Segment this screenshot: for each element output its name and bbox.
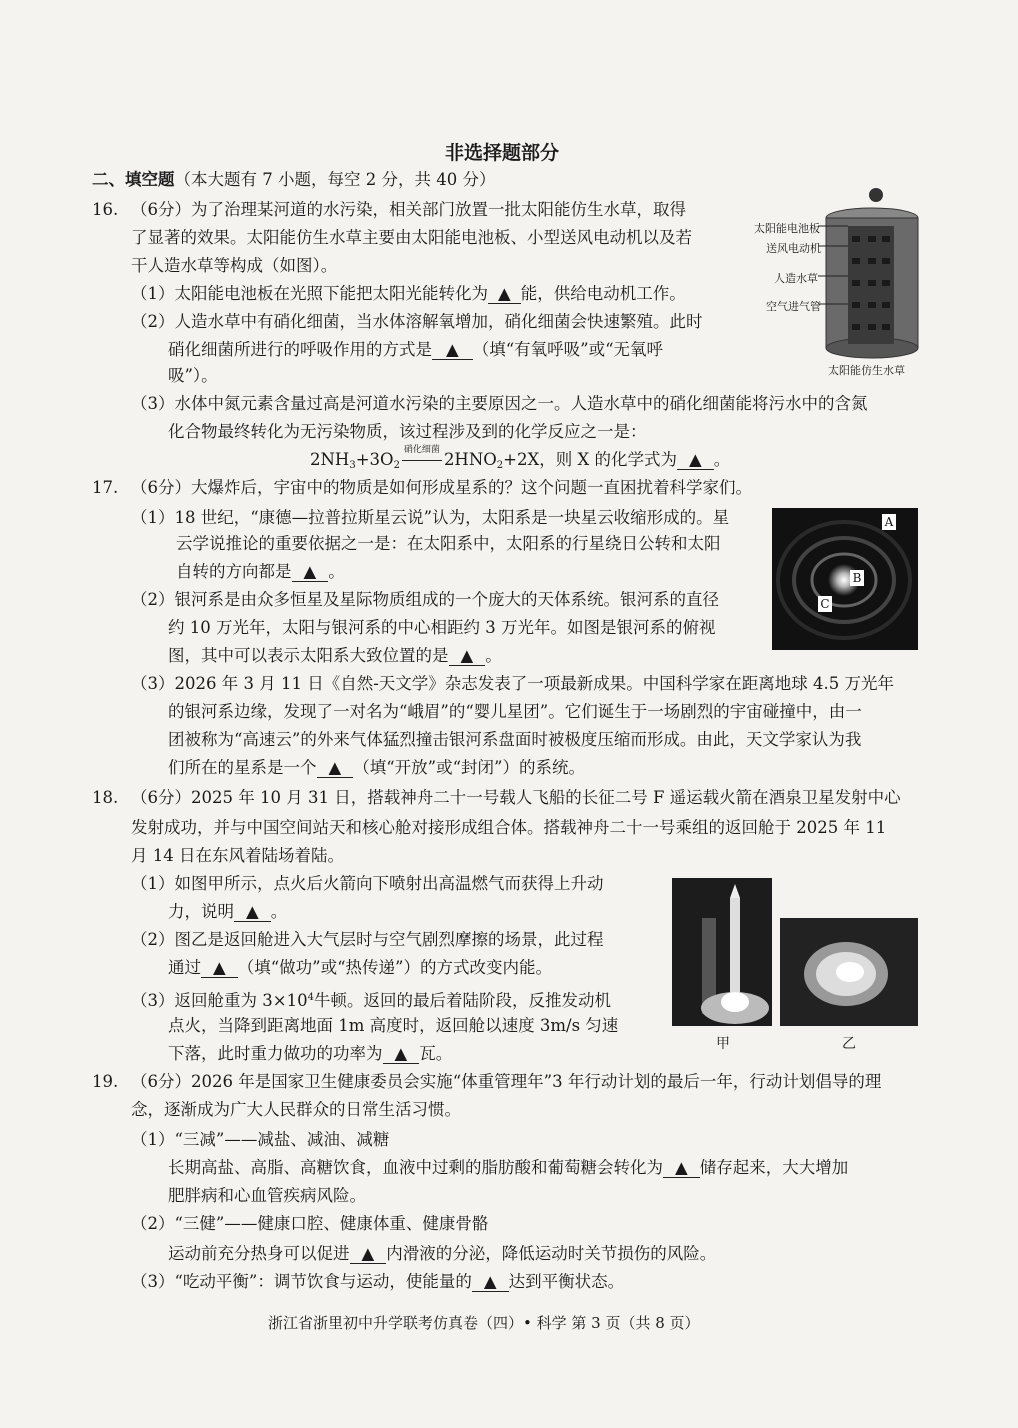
eq-hno2: 2HNO	[443, 450, 497, 469]
answer-blank: ▲	[488, 284, 521, 304]
q17-number: 17.	[92, 478, 119, 497]
galaxy-point-a: A	[882, 514, 896, 530]
eq-tail: +2X，则 X 的化学式为	[503, 450, 677, 469]
q16-equation: $2NH_3+3O_2$ 硝化细菌 $2HNO_2+2X$，则 X 的化学式为 ▲ 。	[310, 450, 730, 476]
fig-caption-yi: 乙	[842, 1036, 856, 1052]
q19-part3-tail: 达到平衡状态。	[508, 1272, 625, 1291]
q19-part3-line1	[131, 1272, 624, 1292]
fig-label-air-pipe: 空气进气管	[766, 300, 821, 313]
q18-part2-tail: （填“做功”或“热传递”）的方式改变内能。	[237, 958, 552, 977]
galaxy-point-b: B	[850, 570, 864, 586]
q18-part2-text: 通过	[168, 958, 201, 977]
answer-blank: ▲	[383, 1044, 420, 1064]
q16-line3: 干人造水草等构成（如图）。	[131, 256, 338, 275]
q17-part2-line3: 图，其中可以表示太阳系大致位置的是 ▲ 。	[168, 646, 502, 665]
q18-part3-tail: 牛顿。返回的最后着陆阶段，反推发动机	[313, 991, 611, 1010]
eq-condition: 硝化细菌	[403, 445, 440, 455]
rocket-launch-illustration	[672, 878, 772, 1026]
q17-part1-line2: 云学说推论的重要依据之一是：在太阳系中，太阳系的行星绕日公转和太阳	[176, 534, 721, 553]
galaxy-point-c: C	[818, 596, 832, 612]
answer-blank: ▲	[292, 562, 329, 582]
q18-exponent: 4	[307, 992, 314, 1003]
answer-blank: ▲	[201, 958, 238, 978]
q18-part1-text: 力，说明	[168, 902, 234, 921]
q17-part3-line3: 团被称为“高速云”的外来气体猛烈撞击银河系盘面时被极度压缩而形成。由此，天文学家认为我	[168, 730, 862, 749]
q18-part3-text2: 下落，此时重力做功的功率为	[168, 1044, 383, 1063]
q16-part1-text: （1）太阳能电池板在光照下能把太阳光能转化为	[131, 284, 488, 303]
section-heading-label: 二、填空题	[92, 170, 175, 189]
q19-part1-tail: 储存起来，大大增加	[699, 1158, 849, 1177]
q16-part3-line2: 化合物最终转化为无污染物质，该过程涉及到的化学反应之一是：	[168, 422, 647, 441]
reentry-capsule-illustration	[780, 918, 918, 1026]
q18-line2: 发射成功，并与中国空间站天和核心舱对接形成组合体。搭载神舟二十一号乘组的返回舱于 2025 年 11	[131, 818, 887, 837]
fig-label-motor: 送风电动机	[766, 242, 821, 255]
section-heading	[92, 170, 495, 190]
q19-line2: 念，逐渐成为广大人民群众的日常生活习惯。	[131, 1100, 461, 1119]
q17-part3-line4	[168, 758, 585, 778]
section-note: （本大题有 7 小题，每空 2 分，共 40 分）	[174, 170, 496, 189]
fig-label-artificial-grass: 人造水草	[774, 272, 818, 285]
q16-part1	[131, 284, 686, 304]
q19-part1-line1	[168, 1158, 848, 1178]
q19-part2-line1	[168, 1244, 716, 1264]
q16-part1-tail: 能，供给电动机工作。	[520, 284, 686, 303]
fig-caption-jia: 甲	[716, 1036, 730, 1052]
answer-blank: ▲	[350, 1244, 387, 1264]
q18-part2-line1: （2）图乙是返回舱进入大气层时与空气剧烈摩擦的场景，此过程	[131, 930, 604, 949]
q17-part3-line2: 的银河系边缘，发现了一对名为“峨眉”的“婴儿星团”。它们诞生于一场剧烈的宇宙碰撞中，由一	[168, 702, 862, 721]
q19-part2-text: 运动前充分热身可以促进	[168, 1244, 350, 1263]
q17-line1: （6分）大爆炸后，宇宙中的物质是如何形成星系的？这个问题一直困扰着科学家们。	[131, 478, 752, 497]
eq-o2: +3O	[355, 450, 394, 469]
q16-part2-line2	[168, 340, 663, 360]
q18-part3-line1	[131, 988, 611, 1011]
q18-part3-line2: 点火，当降到距离地面 1m 高度时，返回舱以速度 3m/s 匀速	[168, 1016, 619, 1035]
eq-sub: 3	[349, 460, 356, 471]
q16-part2-line3: 吸”）。	[168, 366, 218, 385]
q17-part3-line1: （3）2026 年 3 月 11 日《自然-天文学》杂志发表了一项最新成果。中国科学家在距离地球 4.5 万光年	[131, 674, 895, 693]
q17-part1-text: 自转的方向都是	[176, 562, 292, 581]
q16-number: 16.	[92, 200, 119, 219]
q16-part3-line1: （3）水体中氮元素含量过高是河道水污染的主要原因之一。人造水草中的硝化细菌能将污水中的含氮	[131, 394, 868, 413]
q19-part3-text: （3）“吃动平衡”：调节饮食与运动，使能量的	[131, 1272, 472, 1291]
q18-part2-line2	[168, 958, 552, 978]
q19-part1-heading: （1）“三减”——减盐、减油、减糖	[131, 1130, 390, 1149]
q16-part2-line1: （2）人造水草中有硝化细菌，当水体溶解氧增加，硝化细菌会快速繁殖。此时	[131, 312, 703, 331]
q17-part1-line3: 自转的方向都是 ▲ 。	[176, 562, 345, 581]
q19-part2-heading: （2）“三健”——健康口腔、健康体重、健康骨骼	[131, 1214, 489, 1233]
q18-part1-line2: 力，说明 ▲ 。	[168, 902, 288, 921]
q19-part1-line2: 肥胖病和心血管疾病风险。	[168, 1186, 366, 1205]
milky-way-figure	[772, 508, 918, 650]
q18-part3-line3	[168, 1044, 452, 1064]
q16-line1: （6分）为了治理某河道的水污染，相关部门放置一批太阳能仿生水草，取得	[131, 200, 686, 219]
q18-line1: （6分）2025 年 10 月 31 日，搭载神舟二十一号载人飞船的长征二号 F 遥运载火箭在酒泉卫星发射中心	[131, 788, 901, 807]
q19-part1-text: 长期高盐、高脂、高糖饮食，血液中过剩的脂肪酸和葡萄糖会转化为	[168, 1158, 663, 1177]
solar-water-grass-figure	[752, 186, 922, 376]
q18-line3: 月 14 日在东风着陆场着陆。	[131, 846, 344, 865]
q17-part2-line2: 约 10 万光年，太阳与银河系的中心相距约 3 万光年。如图是银河系的俯视	[168, 618, 716, 637]
answer-blank: ▲	[677, 450, 714, 470]
q18-part1-line1: （1）如图甲所示，点火后火箭向下喷射出高温燃气而获得上升动	[131, 874, 604, 893]
q18-number: 18.	[92, 788, 119, 807]
eq-arrow	[400, 445, 444, 470]
answer-blank: ▲	[663, 1158, 700, 1178]
q17-part2-line1: （2）银河系是由众多恒星及星际物质组成的一个庞大的天体系统。银河系的直径	[131, 590, 719, 609]
q17-part2-text: 图，其中可以表示太阳系大致位置的是	[168, 646, 449, 665]
q18-part3-text: （3）返回舱重为 3×10	[131, 991, 308, 1010]
page-footer: 浙江省浙里初中升学联考仿真卷（四）• 科学 第 3 页（共 8 页）	[268, 1314, 700, 1332]
q18-part3-tail2: 瓦。	[419, 1044, 453, 1063]
rocket-launch-figure	[672, 878, 772, 1026]
q16-part2-tail: （填“有氧呼吸”或“无氧呼	[472, 340, 664, 359]
page-title: 非选择题部分	[445, 142, 560, 164]
reentry-capsule-figure	[780, 918, 918, 1026]
q16-line2: 了显著的效果。太阳能仿生水草主要由太阳能电池板、小型送风电动机以及若	[131, 228, 692, 247]
q17-part3-text: 们所在的星系是一个	[168, 758, 317, 777]
q19-number: 19.	[92, 1072, 119, 1091]
fig-label-solar-panel: 太阳能电池板	[754, 222, 820, 235]
galaxy-illustration	[772, 508, 918, 650]
q19-part2-tail: 内滑液的分泌，降低运动时关节损伤的风险。	[386, 1244, 717, 1263]
answer-blank: ▲	[234, 902, 271, 922]
answer-blank: ▲	[317, 758, 354, 778]
q17-part3-tail: （填“开放”或“封闭”）的系统。	[353, 758, 585, 777]
answer-blank: ▲	[432, 340, 473, 360]
eq-sub: 2	[393, 460, 400, 471]
eq-sub: 2	[496, 460, 504, 471]
q17-part1-line1: （1）18 世纪，“康德—拉普拉斯星云说”认为，太阳系是一块星云收缩形成的。星	[131, 508, 730, 527]
q19-line1: （6分）2026 年是国家卫生健康委员会实施“体重管理年”3 年行动计划的最后一年，行动计划倡导的理	[131, 1072, 882, 1091]
fig-caption-solar-grass: 太阳能仿生水草	[828, 364, 905, 377]
q16-part2-text: 硝化细菌所进行的呼吸作用的方式是	[168, 340, 432, 359]
eq-nh3: 2NH	[310, 450, 350, 469]
answer-blank: ▲	[472, 1272, 509, 1292]
answer-blank: ▲	[449, 646, 486, 666]
